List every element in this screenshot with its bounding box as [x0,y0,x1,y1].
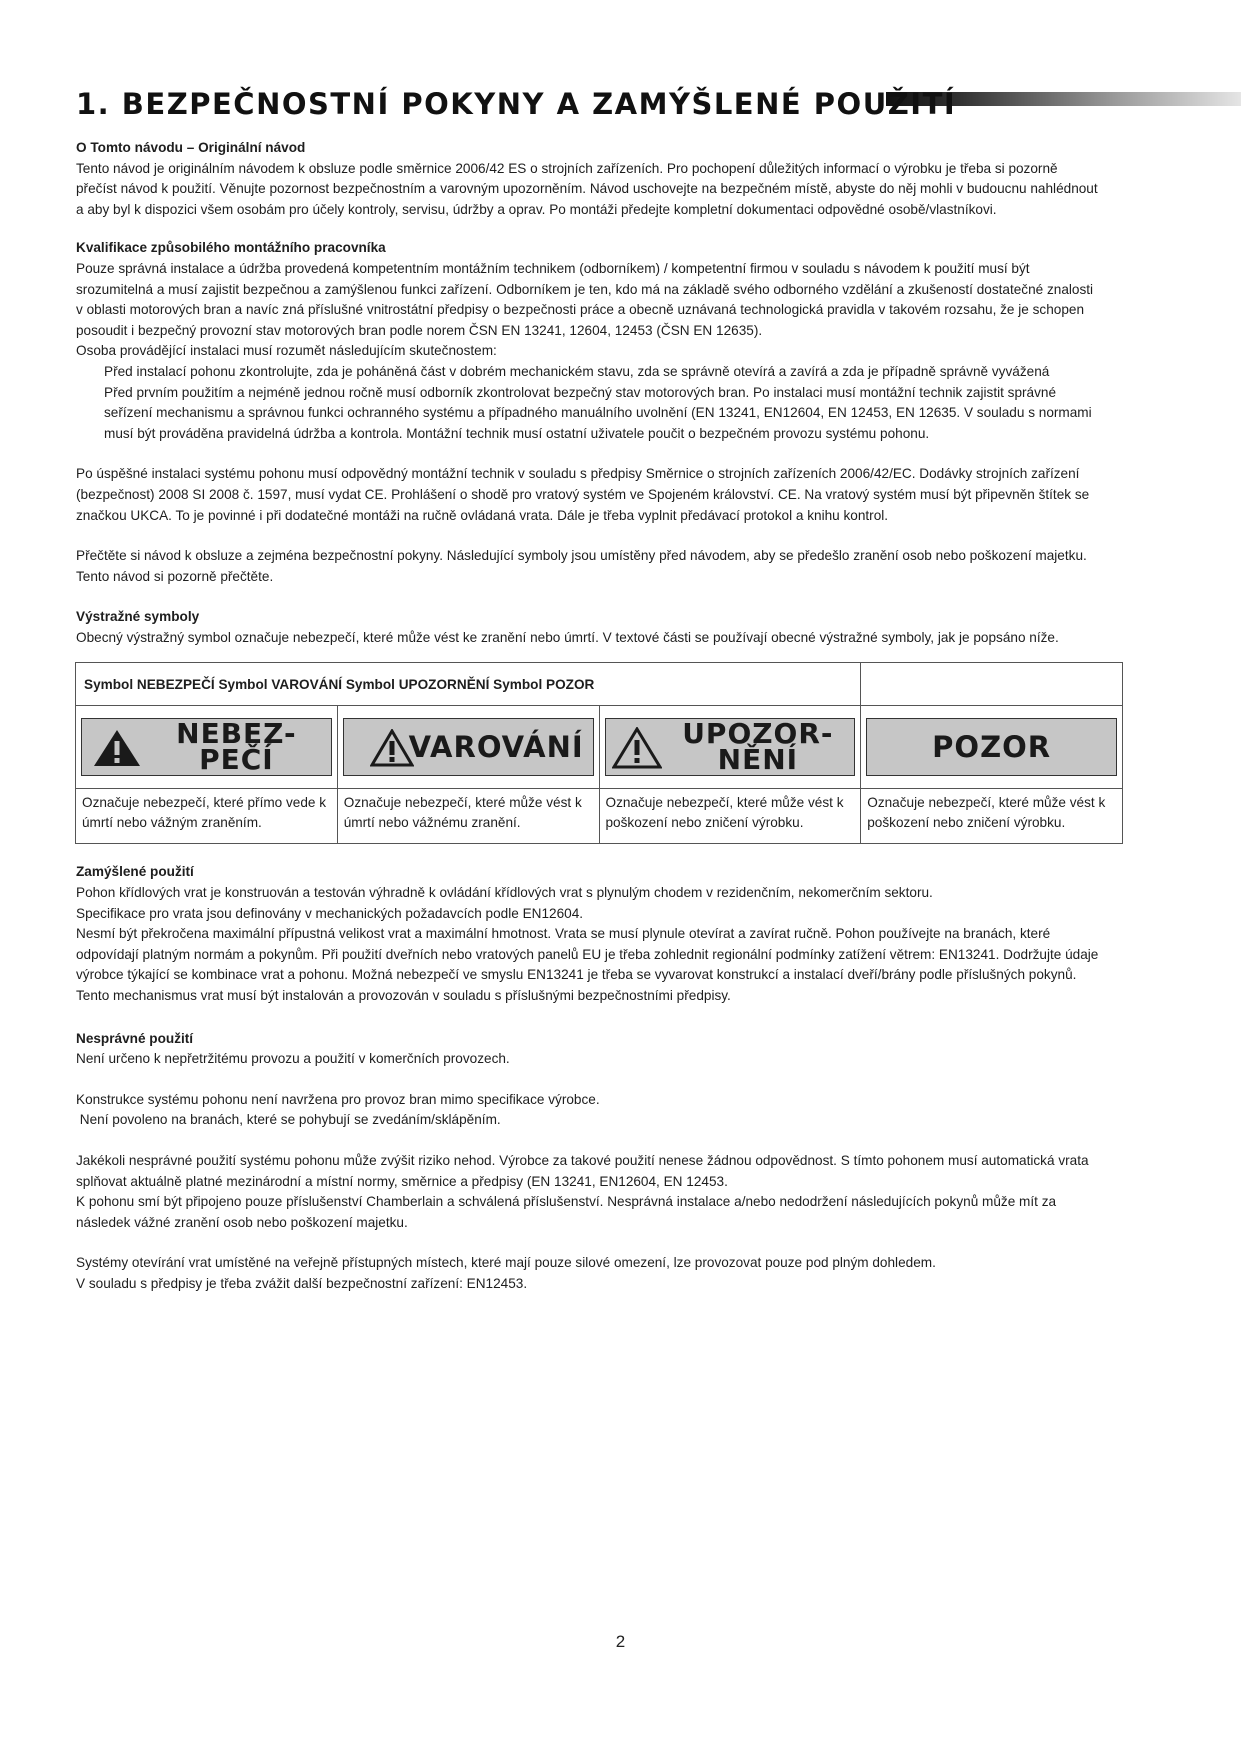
danger-symbol [81,718,332,776]
qualification-title: Kvalifikace způsobilého montážního pracovníka [76,240,386,256]
notice-symbol-label: POZOR [932,730,1052,765]
improper-use-line: Systémy otevírání vrat umístěné na veřejně přístupných místech, které mají pouze silové omezení, lze provozovat pouze pod plným dohledem. [76,1255,936,1271]
about-section [76,138,1172,220]
caution-symbol-label: UPOZOR- NĚNÍ [682,717,834,777]
warning-triangle-outline-icon [612,727,662,769]
qualification-section [76,238,1172,444]
qualification-line: srozumitelná a musí zajistit bezpečnou a zamýšlenou funkci zařízení. Odborníkem je ten, kdo má na základě svého odborného vzdělání a zkušeností dostatečné znalosti [76,281,1094,297]
qualification-line: v oblasti motorových bran a navíc zná příslušné vnitrostátní předpisy o bezpečnosti práce a obecně uznávaná technologická pravidla v takovém rozsahu, že je schopen [76,302,1085,318]
warning-symbols-line: Obecný výstražný symbol označuje nebezpečí, které může vést ke zranění nebo úmrtí. V textové části se používají obecné výstražné symboly, jak je popsáno níže. [76,629,1059,645]
symbols-table-header: Symbol NEBEZPEČÍ Symbol VAROVÁNÍ Symbol UPOZORNĚNÍ Symbol POZOR [76,663,861,706]
section-heading-row [76,84,1172,124]
warning-triangle-solid-icon [92,728,142,768]
warning-symbols-section [76,607,1172,648]
qualification-line: Osoba provádějící instalaci musí rozumět následujícím skutečnostem: [76,343,497,359]
about-line: Tento návod je originálním návodem k obsluze podle směrnice 2006/42 ES o strojních zařízeních. Pro pochopení důležitých informací o výrobku je třeba si pozorně [76,160,1058,176]
qualification-line: posoudit i bezpečný provozní stav motorových bran podle norem ČSN EN 13241, 12604, 12453 (ČSN EN 12635). [76,322,763,338]
installation-line: Po úspěšné instalaci systému pohonu musí odpovědný montážní technik v souladu s předpisy Směrnice o strojních zařízeních 2006/42/EC. Dodávky strojních zařízení [76,466,1080,482]
notice-symbol-cell [861,706,1123,789]
qualification-indented-line: Před prvním použitím a nejméně jednou ročně musí odborník zkontrolovat bezpečný stav motorových bran. Po instalaci musí montážní technik zajistit správné [104,384,1057,400]
improper-use-line: následek vážné zranění osob nebo poškození majetku. [76,1214,408,1230]
improper-use-line: Konstrukce systému pohonu není navržena pro provoz bran mimo specifikace výrobce. [76,1091,600,1107]
improper-use-title: Nesprávné použití [76,1030,194,1046]
improper-use-section [76,1029,1172,1295]
intended-use-line: výrobce týkající se kombinace vrat a pohonu. Možná nebezpečí ve smyslu EN13241 je třeba se vyvarovat konstrukcí a instalací dveří/brány podle příslušných pokynů. [76,967,1077,983]
caution-description: Označuje nebezpečí, které může vést k poškození nebo zničení výrobku. [599,789,861,844]
qualification-indented-line: musí být prováděna pravidelná údržba a kontrola. Montážní technik musí ostatní uživatele poučit o bezpečném provozu systému pohonu. [104,425,930,441]
installation-section [76,464,1172,526]
intended-use-line: odpovídají platným normám a pokynům. Při použití dveřních nebo vratových panelů EU je třeba zohlednit regionální podmínky zatížení větrem: EN13241. Dodržujte údaje [76,946,1099,962]
warning-symbol-cell [337,706,599,789]
warning-symbol-label: VAROVÁNÍ [408,730,584,765]
symbols-table-header-empty [861,663,1123,706]
intended-use-line: Pohon křídlových vrat je konstruován a testován výhradně k ovládání křídlových vrat s plynulým chodem v rezidenčním, nekomerčním sektoru. [76,885,933,901]
improper-use-line: K pohonu smí být připojeno pouze příslušenství Chamberlain a schválená příslušenství. Nesprávná instalace a/nebo nedodržení následujících pokynů může mít za [76,1194,1057,1210]
improper-use-line: Není povoleno na branách, které se pohybují se zvedáním/sklápěním. [76,1112,501,1128]
warning-symbols-title: Výstražné symboly [76,609,200,625]
improper-use-line: Jakékoli nesprávné použití systému pohonu může zvýšit riziko nehod. Výrobce za takové použití nenese žádnou odpovědnost. S tímto pohonem musí automatická vrata [76,1153,1089,1168]
about-line: přečíst návod k použití. Věnujte pozornost bezpečnostním a varovným upozorněním. Návod uschovejte na bezpečném místě, abyste do něj mohli v budoucnu nahlédnout [76,181,1098,197]
installation-line: značkou UKCA. To je povinné i při dodatečné montáži na ručně ovládaná vrata. Dále je třeba vyplnit předávací protokol a knihu kontrol. [76,507,889,523]
caution-symbol [605,718,856,776]
read-manual-section [76,546,1172,587]
about-title: O Tomto návodu – Originální návod [76,140,306,155]
qualification-indented-line: Před instalací pohonu zkontrolujte, zda je poháněná část v dobrém mechanickém stavu, zda se správně otevírá a zavírá a zda je případně správně vyvážená [104,363,1050,379]
notice-description: Označuje nebezpečí, které může vést k poškození nebo zničení výrobku. [861,789,1123,844]
document-page [76,84,1172,1295]
intended-use-line: Nesmí být překročena maximální přípustná velikost vrat a maximální hmotnost. Vrata se musí plynule otevírat a zavírat ručně. Pohon používejte na branách, které [76,926,1051,942]
section-heading: 1. BEZPEČNOSTNÍ POKYNY A ZAMÝŠLENÉ POUŽITÍ [76,87,957,121]
warning-triangle-outline-icon [370,729,414,767]
intended-use-title: Zamýšlené použití [76,864,194,880]
warning-symbol [343,718,594,776]
warning-description: Označuje nebezpečí, které může vést k úmrtí nebo vážnému zranění. [337,789,599,844]
caution-symbol-cell [599,706,861,789]
qualification-indented-line: seřízení mechanismu a správnou funkci ochranného systému a případného manuálního uvolnění (EN 13241, EN12604, EN 12453, EN 12635. V souladu s normami [104,405,1092,421]
read-manual-line: Přečtěte si návod k obsluze a zejména bezpečnostní pokyny. Následující symboly jsou umístěny před návodem, aby se předešlo zranění osob nebo poškození majetku. [76,548,1087,564]
read-manual-line: Tento návod si pozorně přečtěte. [76,568,274,584]
improper-use-line: splňovat aktuálně platné mezinárodní a místní normy, směrnice a předpisy (EN 13241, EN12604, EN 12453. [76,1173,728,1189]
improper-use-line: V souladu s předpisy je třeba zvážit další bezpečnostní zařízení: EN12453. [76,1275,528,1291]
warning-symbols-table [75,662,1123,844]
danger-symbol-cell [76,706,338,789]
danger-symbol-label: NEBEZ- PEČÍ [176,717,297,777]
about-line: a aby byl k dispozici všem osobám pro účely kontroly, servisu, údržby a oprav. Po montáži předejte kompletní dokumentaci odpovědné osobě/vlastníkovi. [76,201,997,217]
intended-use-section [76,862,1172,1006]
intended-use-line: Tento mechanismus vrat musí být instalován a provozován v souladu s příslušnými bezpečnostními předpisy. [76,988,731,1004]
improper-use-line: Není určeno k nepřetržitému provozu a použití v komerčních provozech. [76,1051,510,1067]
installation-line: (bezpečnost) 2008 SI 2008 č. 1597, musí vydat CE. Prohlášení o shodě pro vratový systém ve Spojeném království. CE. Na vratový systém musí být připevněn štítek se [76,486,1090,502]
page-number: 2 [615,1632,626,1651]
qualification-line: Pouze správná instalace a údržba provedená kompetentním montážním technikem (odborníkem) / kompetentní firmou v souladu s návodem k použití musí být [76,260,1030,276]
intended-use-line: Specifikace pro vrata jsou definovány v mechanických požadavcích podle EN12604. [76,905,584,921]
notice-symbol [866,718,1117,776]
danger-description: Označuje nebezpečí, které přímo vede k úmrtí nebo vážným zraněním. [76,789,338,844]
